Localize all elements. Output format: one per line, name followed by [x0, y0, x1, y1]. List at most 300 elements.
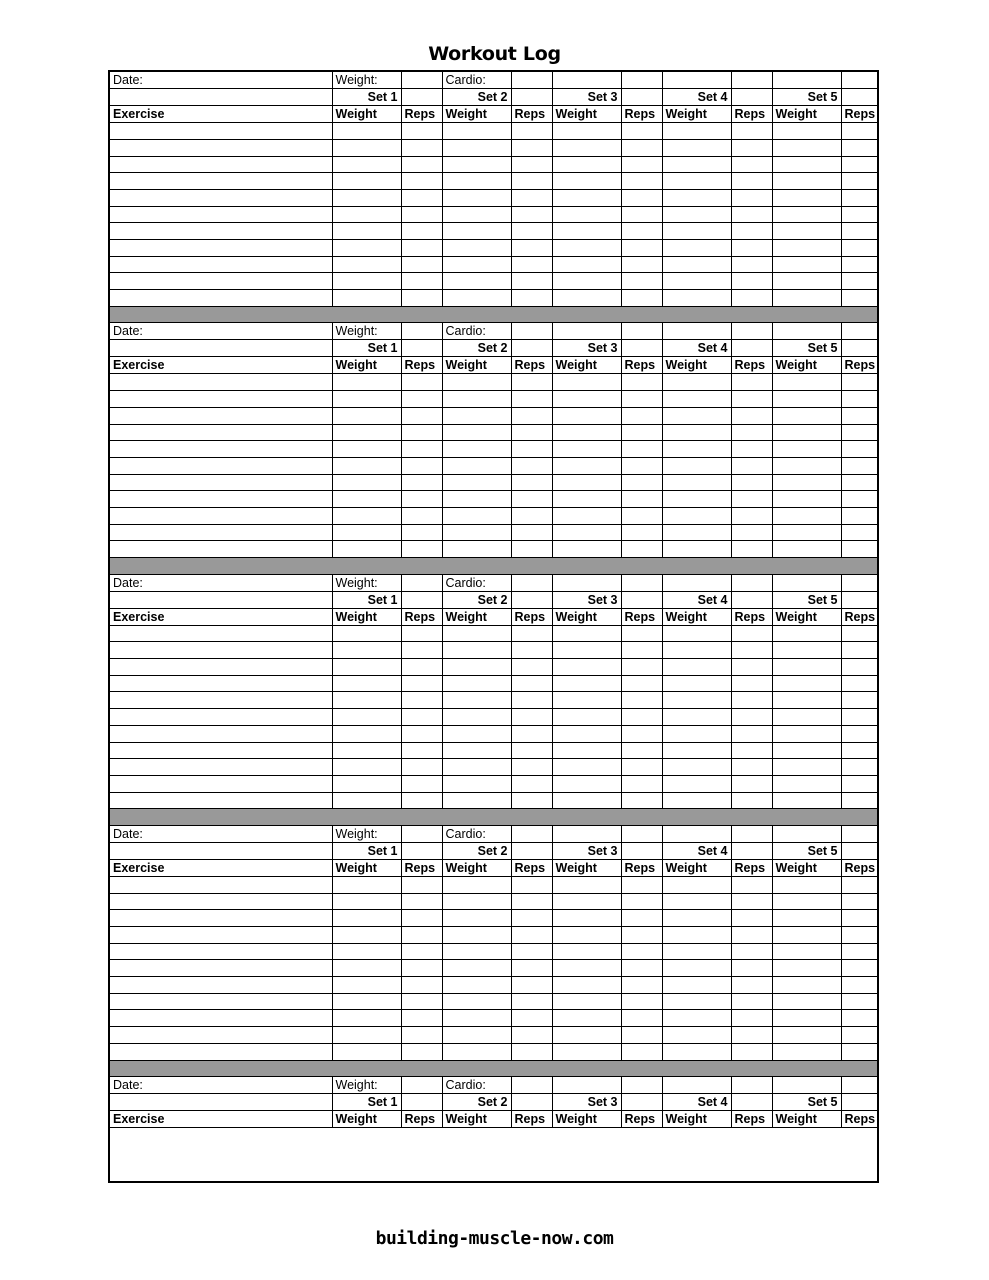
cardio-value-cell[interactable]	[772, 323, 841, 340]
reps-cell[interactable]	[731, 457, 772, 474]
reps-cell[interactable]	[401, 391, 442, 408]
reps-cell[interactable]	[731, 709, 772, 726]
weight-cell[interactable]	[442, 424, 511, 441]
exercise-cell[interactable]	[110, 206, 332, 223]
reps-cell[interactable]	[841, 775, 879, 792]
reps-cell[interactable]	[621, 642, 662, 659]
weight-cell[interactable]	[442, 391, 511, 408]
reps-cell[interactable]	[731, 491, 772, 508]
weight-value-cell[interactable]	[401, 574, 442, 591]
reps-cell[interactable]	[511, 1027, 552, 1044]
weight-cell[interactable]	[552, 474, 621, 491]
cardio-label[interactable]: Cardio:	[442, 1077, 511, 1094]
weight-cell[interactable]	[662, 457, 731, 474]
reps-cell[interactable]	[511, 792, 552, 809]
weight-cell[interactable]	[332, 541, 401, 558]
weight-cell[interactable]	[552, 441, 621, 458]
reps-cell[interactable]	[401, 541, 442, 558]
weight-label[interactable]: Weight:	[332, 323, 401, 340]
reps-cell[interactable]	[731, 993, 772, 1010]
reps-cell[interactable]	[401, 725, 442, 742]
weight-cell[interactable]	[552, 1027, 621, 1044]
reps-cell[interactable]	[731, 977, 772, 994]
weight-cell[interactable]	[332, 256, 401, 273]
reps-cell[interactable]	[511, 876, 552, 893]
weight-cell[interactable]	[662, 491, 731, 508]
weight-cell[interactable]	[772, 424, 841, 441]
weight-cell[interactable]	[442, 943, 511, 960]
reps-cell[interactable]	[841, 491, 879, 508]
cardio-value-cell[interactable]	[621, 825, 662, 842]
exercise-cell[interactable]	[110, 893, 332, 910]
weight-cell[interactable]	[332, 524, 401, 541]
weight-cell[interactable]	[442, 290, 511, 307]
weight-cell[interactable]	[772, 491, 841, 508]
exercise-cell[interactable]	[110, 441, 332, 458]
weight-cell[interactable]	[332, 139, 401, 156]
reps-cell[interactable]	[841, 692, 879, 709]
reps-cell[interactable]	[731, 474, 772, 491]
weight-cell[interactable]	[772, 1010, 841, 1027]
weight-cell[interactable]	[662, 223, 731, 240]
weight-cell[interactable]	[772, 1027, 841, 1044]
reps-cell[interactable]	[511, 1010, 552, 1027]
weight-value-cell[interactable]	[401, 72, 442, 89]
reps-cell[interactable]	[841, 507, 879, 524]
weight-cell[interactable]	[552, 273, 621, 290]
reps-cell[interactable]	[401, 441, 442, 458]
weight-cell[interactable]	[662, 775, 731, 792]
weight-cell[interactable]	[552, 675, 621, 692]
reps-cell[interactable]	[731, 927, 772, 944]
reps-cell[interactable]	[731, 206, 772, 223]
weight-cell[interactable]	[332, 977, 401, 994]
reps-cell[interactable]	[621, 1010, 662, 1027]
reps-cell[interactable]	[731, 1010, 772, 1027]
exercise-cell[interactable]	[110, 1043, 332, 1060]
weight-cell[interactable]	[662, 189, 731, 206]
weight-cell[interactable]	[662, 960, 731, 977]
weight-cell[interactable]	[332, 709, 401, 726]
reps-cell[interactable]	[511, 692, 552, 709]
reps-cell[interactable]	[401, 792, 442, 809]
weight-cell[interactable]	[552, 189, 621, 206]
weight-cell[interactable]	[332, 206, 401, 223]
reps-cell[interactable]	[401, 189, 442, 206]
weight-cell[interactable]	[552, 223, 621, 240]
date-label[interactable]: Date:	[110, 574, 332, 591]
weight-cell[interactable]	[442, 759, 511, 776]
weight-cell[interactable]	[442, 960, 511, 977]
reps-cell[interactable]	[401, 173, 442, 190]
cardio-value-cell[interactable]	[772, 72, 841, 89]
weight-cell[interactable]	[552, 290, 621, 307]
reps-cell[interactable]	[511, 290, 552, 307]
reps-cell[interactable]	[511, 927, 552, 944]
cardio-value-cell[interactable]	[621, 323, 662, 340]
weight-cell[interactable]	[442, 775, 511, 792]
weight-cell[interactable]	[442, 1010, 511, 1027]
weight-cell[interactable]	[662, 927, 731, 944]
reps-cell[interactable]	[511, 374, 552, 391]
exercise-cell[interactable]	[110, 876, 332, 893]
weight-cell[interactable]	[552, 692, 621, 709]
reps-cell[interactable]	[401, 273, 442, 290]
reps-cell[interactable]	[621, 993, 662, 1010]
cardio-label[interactable]: Cardio:	[442, 825, 511, 842]
exercise-cell[interactable]	[110, 240, 332, 257]
weight-cell[interactable]	[332, 993, 401, 1010]
weight-cell[interactable]	[332, 223, 401, 240]
weight-cell[interactable]	[552, 910, 621, 927]
cardio-value-cell[interactable]	[731, 1077, 772, 1094]
weight-cell[interactable]	[442, 256, 511, 273]
reps-cell[interactable]	[401, 474, 442, 491]
weight-cell[interactable]	[442, 441, 511, 458]
reps-cell[interactable]	[731, 642, 772, 659]
date-label[interactable]: Date:	[110, 825, 332, 842]
exercise-cell[interactable]	[110, 223, 332, 240]
reps-cell[interactable]	[621, 407, 662, 424]
weight-cell[interactable]	[332, 374, 401, 391]
reps-cell[interactable]	[401, 374, 442, 391]
weight-cell[interactable]	[662, 642, 731, 659]
reps-cell[interactable]	[511, 457, 552, 474]
weight-cell[interactable]	[772, 189, 841, 206]
weight-cell[interactable]	[442, 189, 511, 206]
weight-cell[interactable]	[332, 792, 401, 809]
exercise-cell[interactable]	[110, 927, 332, 944]
reps-cell[interactable]	[511, 139, 552, 156]
exercise-cell[interactable]	[110, 123, 332, 140]
weight-cell[interactable]	[662, 139, 731, 156]
reps-cell[interactable]	[401, 943, 442, 960]
reps-cell[interactable]	[511, 893, 552, 910]
weight-cell[interactable]	[662, 1027, 731, 1044]
exercise-cell[interactable]	[110, 524, 332, 541]
weight-cell[interactable]	[552, 424, 621, 441]
reps-cell[interactable]	[621, 223, 662, 240]
weight-cell[interactable]	[552, 457, 621, 474]
reps-cell[interactable]	[731, 156, 772, 173]
reps-cell[interactable]	[511, 240, 552, 257]
weight-cell[interactable]	[442, 273, 511, 290]
reps-cell[interactable]	[731, 139, 772, 156]
exercise-cell[interactable]	[110, 407, 332, 424]
reps-cell[interactable]	[841, 910, 879, 927]
reps-cell[interactable]	[731, 893, 772, 910]
weight-cell[interactable]	[552, 759, 621, 776]
weight-cell[interactable]	[772, 943, 841, 960]
reps-cell[interactable]	[731, 391, 772, 408]
weight-cell[interactable]	[442, 156, 511, 173]
weight-cell[interactable]	[662, 709, 731, 726]
exercise-cell[interactable]	[110, 156, 332, 173]
reps-cell[interactable]	[401, 1010, 442, 1027]
reps-cell[interactable]	[731, 256, 772, 273]
weight-cell[interactable]	[772, 960, 841, 977]
reps-cell[interactable]	[841, 123, 879, 140]
weight-cell[interactable]	[332, 642, 401, 659]
reps-cell[interactable]	[401, 256, 442, 273]
cardio-value-cell[interactable]	[511, 1077, 552, 1094]
reps-cell[interactable]	[621, 541, 662, 558]
weight-cell[interactable]	[772, 457, 841, 474]
weight-cell[interactable]	[662, 391, 731, 408]
weight-cell[interactable]	[552, 491, 621, 508]
reps-cell[interactable]	[401, 123, 442, 140]
cardio-label[interactable]: Cardio:	[442, 574, 511, 591]
reps-cell[interactable]	[401, 759, 442, 776]
weight-cell[interactable]	[662, 123, 731, 140]
weight-cell[interactable]	[442, 876, 511, 893]
cardio-value-cell[interactable]	[511, 323, 552, 340]
weight-cell[interactable]	[552, 507, 621, 524]
weight-value-cell[interactable]	[401, 323, 442, 340]
reps-cell[interactable]	[841, 759, 879, 776]
reps-cell[interactable]	[841, 156, 879, 173]
weight-cell[interactable]	[772, 139, 841, 156]
reps-cell[interactable]	[401, 206, 442, 223]
weight-cell[interactable]	[772, 524, 841, 541]
reps-cell[interactable]	[511, 273, 552, 290]
weight-cell[interactable]	[552, 960, 621, 977]
reps-cell[interactable]	[731, 223, 772, 240]
reps-cell[interactable]	[841, 273, 879, 290]
reps-cell[interactable]	[841, 189, 879, 206]
reps-cell[interactable]	[621, 441, 662, 458]
cardio-value-cell[interactable]	[841, 1077, 879, 1094]
weight-cell[interactable]	[552, 709, 621, 726]
cardio-value-cell[interactable]	[552, 1077, 621, 1094]
reps-cell[interactable]	[731, 675, 772, 692]
weight-cell[interactable]	[772, 123, 841, 140]
reps-cell[interactable]	[841, 725, 879, 742]
cardio-value-cell[interactable]	[662, 323, 731, 340]
weight-cell[interactable]	[332, 910, 401, 927]
reps-cell[interactable]	[511, 507, 552, 524]
reps-cell[interactable]	[731, 659, 772, 676]
exercise-cell[interactable]	[110, 775, 332, 792]
exercise-cell[interactable]	[110, 189, 332, 206]
weight-cell[interactable]	[332, 123, 401, 140]
reps-cell[interactable]	[401, 424, 442, 441]
weight-cell[interactable]	[662, 273, 731, 290]
reps-cell[interactable]	[511, 993, 552, 1010]
weight-cell[interactable]	[662, 474, 731, 491]
reps-cell[interactable]	[511, 223, 552, 240]
reps-cell[interactable]	[401, 893, 442, 910]
reps-cell[interactable]	[841, 240, 879, 257]
cardio-value-cell[interactable]	[621, 574, 662, 591]
reps-cell[interactable]	[731, 692, 772, 709]
reps-cell[interactable]	[511, 123, 552, 140]
cardio-value-cell[interactable]	[552, 72, 621, 89]
reps-cell[interactable]	[621, 792, 662, 809]
reps-cell[interactable]	[731, 240, 772, 257]
weight-cell[interactable]	[662, 910, 731, 927]
reps-cell[interactable]	[841, 256, 879, 273]
cardio-value-cell[interactable]	[772, 574, 841, 591]
reps-cell[interactable]	[621, 893, 662, 910]
weight-cell[interactable]	[662, 240, 731, 257]
weight-cell[interactable]	[442, 927, 511, 944]
weight-cell[interactable]	[442, 792, 511, 809]
reps-cell[interactable]	[621, 374, 662, 391]
reps-cell[interactable]	[401, 240, 442, 257]
weight-cell[interactable]	[332, 391, 401, 408]
weight-cell[interactable]	[772, 407, 841, 424]
weight-cell[interactable]	[552, 927, 621, 944]
reps-cell[interactable]	[511, 407, 552, 424]
weight-cell[interactable]	[662, 993, 731, 1010]
cardio-value-cell[interactable]	[552, 574, 621, 591]
weight-cell[interactable]	[332, 491, 401, 508]
reps-cell[interactable]	[731, 960, 772, 977]
reps-cell[interactable]	[401, 156, 442, 173]
weight-cell[interactable]	[772, 725, 841, 742]
exercise-cell[interactable]	[110, 993, 332, 1010]
exercise-cell[interactable]	[110, 507, 332, 524]
reps-cell[interactable]	[511, 491, 552, 508]
weight-cell[interactable]	[332, 173, 401, 190]
weight-cell[interactable]	[552, 1043, 621, 1060]
reps-cell[interactable]	[731, 507, 772, 524]
weight-cell[interactable]	[332, 189, 401, 206]
cardio-value-cell[interactable]	[731, 574, 772, 591]
weight-cell[interactable]	[772, 910, 841, 927]
reps-cell[interactable]	[621, 725, 662, 742]
reps-cell[interactable]	[621, 507, 662, 524]
reps-cell[interactable]	[621, 524, 662, 541]
reps-cell[interactable]	[511, 1043, 552, 1060]
reps-cell[interactable]	[621, 156, 662, 173]
reps-cell[interactable]	[401, 223, 442, 240]
weight-cell[interactable]	[442, 742, 511, 759]
reps-cell[interactable]	[731, 290, 772, 307]
reps-cell[interactable]	[511, 675, 552, 692]
weight-cell[interactable]	[662, 977, 731, 994]
reps-cell[interactable]	[841, 407, 879, 424]
reps-cell[interactable]	[621, 943, 662, 960]
weight-cell[interactable]	[332, 290, 401, 307]
reps-cell[interactable]	[401, 491, 442, 508]
reps-cell[interactable]	[841, 441, 879, 458]
reps-cell[interactable]	[731, 943, 772, 960]
weight-cell[interactable]	[772, 625, 841, 642]
reps-cell[interactable]	[401, 876, 442, 893]
reps-cell[interactable]	[511, 173, 552, 190]
weight-cell[interactable]	[552, 893, 621, 910]
weight-cell[interactable]	[662, 1043, 731, 1060]
weight-cell[interactable]	[772, 156, 841, 173]
reps-cell[interactable]	[401, 910, 442, 927]
reps-cell[interactable]	[511, 541, 552, 558]
weight-cell[interactable]	[442, 206, 511, 223]
weight-cell[interactable]	[332, 407, 401, 424]
weight-cell[interactable]	[552, 407, 621, 424]
weight-cell[interactable]	[442, 507, 511, 524]
reps-cell[interactable]	[731, 189, 772, 206]
weight-cell[interactable]	[442, 1027, 511, 1044]
reps-cell[interactable]	[731, 541, 772, 558]
exercise-cell[interactable]	[110, 960, 332, 977]
reps-cell[interactable]	[841, 223, 879, 240]
reps-cell[interactable]	[401, 709, 442, 726]
reps-cell[interactable]	[841, 876, 879, 893]
reps-cell[interactable]	[621, 675, 662, 692]
weight-cell[interactable]	[662, 876, 731, 893]
reps-cell[interactable]	[401, 960, 442, 977]
weight-cell[interactable]	[332, 424, 401, 441]
weight-cell[interactable]	[552, 977, 621, 994]
weight-cell[interactable]	[662, 173, 731, 190]
weight-cell[interactable]	[442, 709, 511, 726]
weight-cell[interactable]	[552, 792, 621, 809]
cardio-value-cell[interactable]	[552, 825, 621, 842]
weight-cell[interactable]	[332, 876, 401, 893]
exercise-cell[interactable]	[110, 943, 332, 960]
exercise-cell[interactable]	[110, 424, 332, 441]
reps-cell[interactable]	[621, 659, 662, 676]
cardio-value-cell[interactable]	[841, 323, 879, 340]
reps-cell[interactable]	[841, 290, 879, 307]
reps-cell[interactable]	[401, 139, 442, 156]
reps-cell[interactable]	[841, 927, 879, 944]
reps-cell[interactable]	[511, 943, 552, 960]
weight-cell[interactable]	[442, 407, 511, 424]
weight-label[interactable]: Weight:	[332, 1077, 401, 1094]
weight-cell[interactable]	[662, 792, 731, 809]
weight-cell[interactable]	[442, 910, 511, 927]
date-label[interactable]: Date:	[110, 72, 332, 89]
reps-cell[interactable]	[401, 407, 442, 424]
weight-cell[interactable]	[442, 625, 511, 642]
reps-cell[interactable]	[841, 1043, 879, 1060]
weight-cell[interactable]	[662, 1010, 731, 1027]
reps-cell[interactable]	[841, 374, 879, 391]
weight-cell[interactable]	[552, 876, 621, 893]
weight-cell[interactable]	[442, 374, 511, 391]
weight-cell[interactable]	[332, 1043, 401, 1060]
exercise-cell[interactable]	[110, 759, 332, 776]
reps-cell[interactable]	[841, 424, 879, 441]
weight-value-cell[interactable]	[401, 1077, 442, 1094]
reps-cell[interactable]	[401, 675, 442, 692]
reps-cell[interactable]	[841, 541, 879, 558]
reps-cell[interactable]	[731, 1043, 772, 1060]
exercise-cell[interactable]	[110, 792, 332, 809]
exercise-cell[interactable]	[110, 491, 332, 508]
cardio-value-cell[interactable]	[772, 825, 841, 842]
cardio-value-cell[interactable]	[731, 323, 772, 340]
weight-cell[interactable]	[662, 893, 731, 910]
reps-cell[interactable]	[511, 960, 552, 977]
weight-cell[interactable]	[772, 206, 841, 223]
exercise-cell[interactable]	[110, 642, 332, 659]
weight-cell[interactable]	[662, 156, 731, 173]
reps-cell[interactable]	[621, 692, 662, 709]
exercise-cell[interactable]	[110, 1027, 332, 1044]
cardio-value-cell[interactable]	[511, 825, 552, 842]
weight-cell[interactable]	[772, 893, 841, 910]
weight-cell[interactable]	[772, 642, 841, 659]
reps-cell[interactable]	[621, 290, 662, 307]
weight-cell[interactable]	[442, 457, 511, 474]
reps-cell[interactable]	[401, 625, 442, 642]
weight-cell[interactable]	[662, 725, 731, 742]
weight-cell[interactable]	[662, 625, 731, 642]
